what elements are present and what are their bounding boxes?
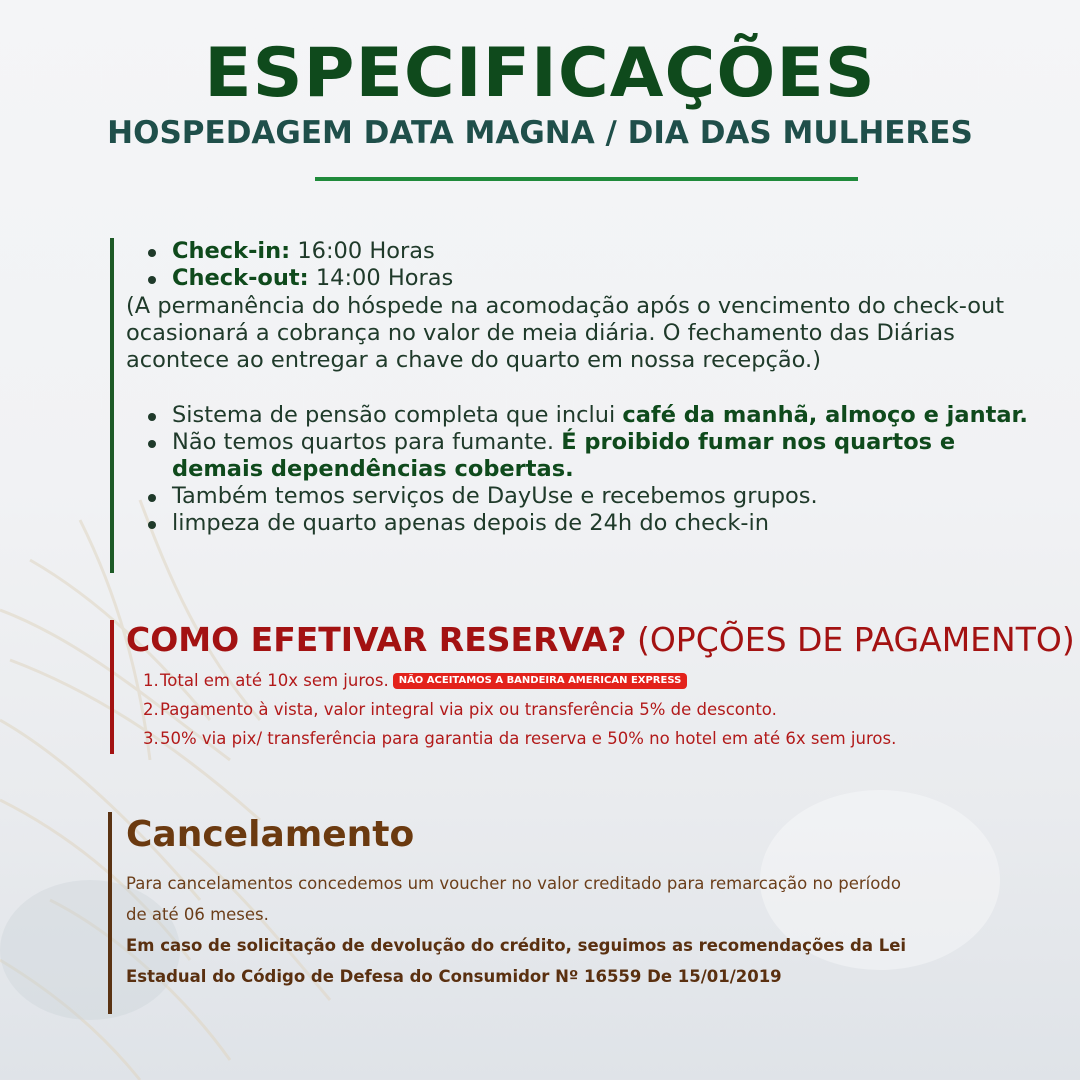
checkin-list — [126, 238, 1040, 292]
cancellation-title: Cancelamento — [126, 814, 415, 855]
specifications-section — [110, 238, 1040, 573]
policy-list — [126, 402, 1040, 537]
reservation-title-light: (OPÇÕES DE PAGAMENTO) — [626, 620, 1075, 659]
payment-option — [126, 724, 1050, 753]
checkout-label: Check-out: — [172, 265, 309, 291]
payment-option — [126, 666, 1050, 695]
option-number: 2. — [143, 700, 159, 719]
checkin-label: Check-in: — [172, 238, 291, 264]
cancellation-text: Para cancelamentos concedemos um voucher no valor creditado para remarcação no período de até 06 meses. — [126, 874, 901, 924]
option-text: Total em até 10x sem juros. — [160, 671, 389, 690]
list-item-text: Sistema de pensão completa que inclui — [172, 402, 623, 428]
option-text: 50% via pix/ transferência para garantia da reserva e 50% no hotel em até 6x sem juros. — [160, 729, 897, 748]
list-item — [126, 510, 1040, 537]
list-item-text: Também temos serviços de DayUse e recebemos grupos. — [172, 483, 818, 509]
reservation-section — [110, 620, 1075, 754]
list-item-bold: café da manhã, almoço e jantar. — [622, 402, 1028, 428]
list-item — [126, 429, 1040, 483]
checkin-value: 16:00 Horas — [290, 238, 435, 264]
page-title: ESPECIFICAÇÕES — [204, 34, 876, 113]
title-divider — [315, 177, 858, 181]
payment-options-list — [126, 666, 1050, 753]
cancellation-legal-text: Em caso de solicitação de devolução do crédito, seguimos as recomendações da Lei Estadual do Código de Defesa do Consumidor Nº 16559 De 15/01/2019 — [126, 936, 907, 986]
option-number: 1. — [143, 671, 159, 690]
payment-option — [126, 695, 1050, 724]
checkin-item — [126, 238, 1040, 265]
list-item-text: limpeza de quarto apenas depois de 24h do check-in — [172, 510, 770, 536]
reservation-title-bold: COMO EFETIVAR RESERVA? — [126, 620, 627, 659]
list-item — [126, 483, 1040, 510]
option-text: Pagamento à vista, valor integral via pix ou transferência 5% de desconto. — [160, 700, 777, 719]
page-subtitle: HOSPEDAGEM DATA MAGNA / DIA DAS MULHERES — [107, 115, 973, 151]
checkout-note: (A permanência do hóspede na acomodação após o vencimento do check-out ocasionará a cobrança no valor de meia diária. O fechamento das Diárias acontece ao entregar a chave do quarto em nossa recepção.) — [126, 293, 1005, 373]
option-number: 3. — [143, 729, 159, 748]
list-item-bold: É proibido fumar nos quartos e demais dependências cobertas. — [172, 429, 956, 482]
checkout-value: 14:00 Horas — [308, 265, 454, 291]
cancellation-section — [108, 812, 908, 1014]
checkout-item — [126, 265, 1040, 292]
list-item — [126, 402, 1040, 429]
amex-warning-badge: NÃO ACEITAMOS A BANDEIRA AMERICAN EXPRESS — [393, 673, 688, 689]
reservation-title — [126, 620, 1075, 660]
list-item-text: Não temos quartos para fumante. — [172, 429, 562, 455]
